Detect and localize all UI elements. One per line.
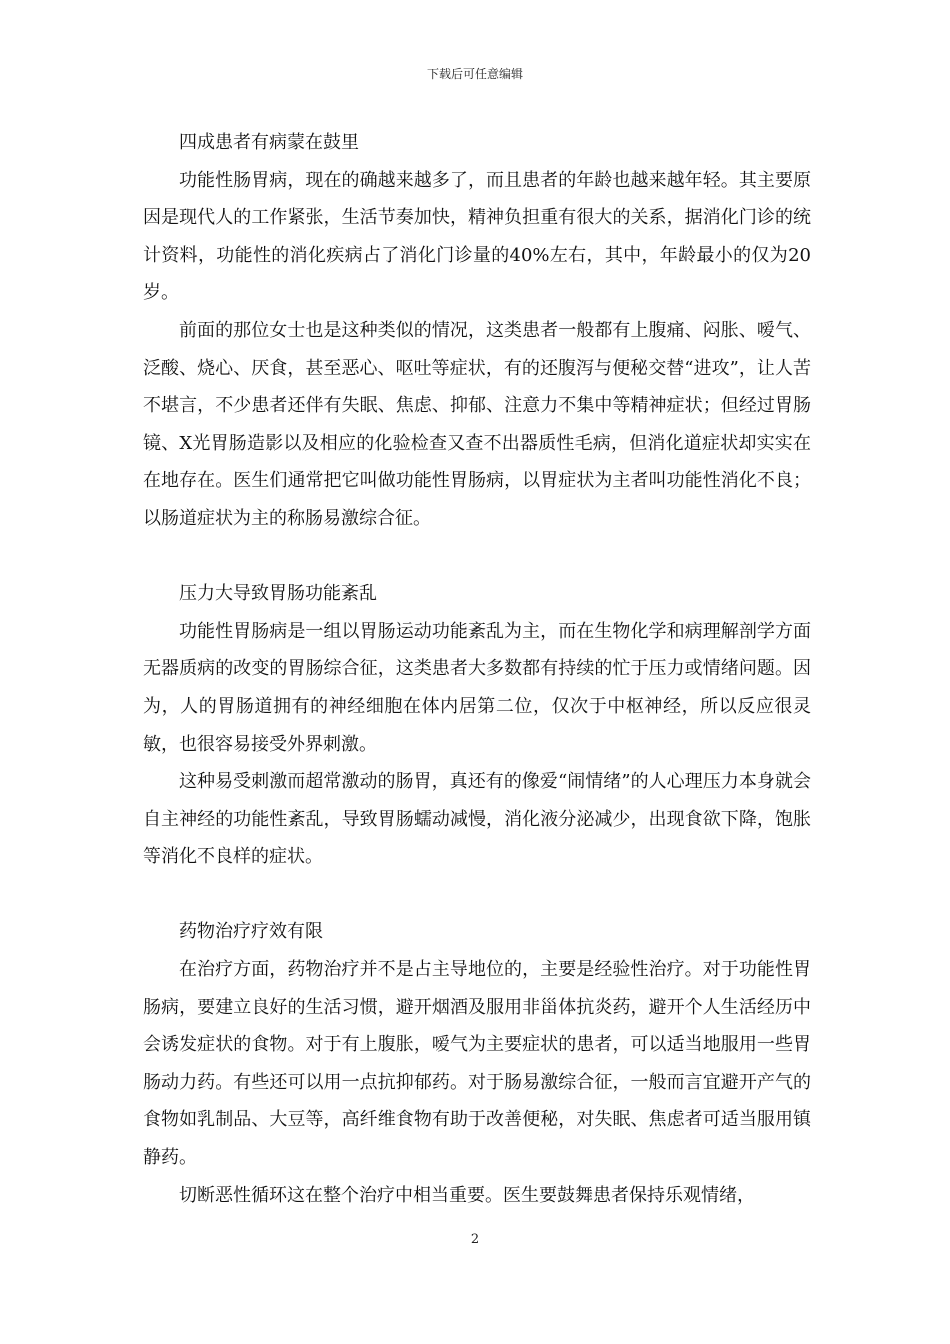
section-spacer (143, 876, 811, 914)
section-spacer (143, 538, 811, 576)
paragraph: 在治疗方面，药物治疗并不是占主导地位的，主要是经验性治疗。对于功能性胃肠病，要建立良好的生活习惯，避开烟酒及服用非甾体抗炎药，避开个人生活经历中会诱发症状的食物。对于有上腹胀，嗳气为主要症状的患者，可以适当地服用一些胃肠动力药。有些还可以用一点抗抑郁药。对于肠易激综合征，一般而言宜避开产气的食物如乳制品、大豆等，高纤维食物有助于改善便秘，对失眠、焦虑者可适当服用镇静药。 (143, 959, 811, 1169)
paragraph: 这种易受刺激而超常激动的肠胃，真还有的像爱“闹情绪”的人心理压力本身就会自主神经的功能性紊乱，导致胃肠蠕动减慢，消化液分泌减少，出现食欲下降，饱胀等消化不良样的症状。 (143, 771, 811, 868)
document-body (143, 124, 811, 1214)
paragraph: 功能性肠胃病，现在的确越来越多了，而且患者的年龄也越来越年轻。其主要原因是现代人的工作紧张，生活节奏加快，精神负担重有很大的关系，据消化门诊的统计资料，功能性的消化疾病占了消化门诊量的40%左右，其中，年龄最小的仅为20岁。 (143, 169, 811, 304)
page-header: 下载后可任意编辑 (426, 67, 523, 81)
page-number: 2 (470, 1232, 480, 1247)
section-title: 药物治疗疗效有限 (179, 921, 323, 943)
paragraph: 功能性胃肠病是一组以胃肠运动功能紊乱为主，而在生物化学和病理解剖学方面无器质病的改变的胃肠综合征，这类患者大多数都有持续的忙于压力或情绪问题。因为，人的胃肠道拥有的神经细胞在体内居第二位，仅次于中枢神经，所以反应很灵敏，也很容易接受外界刺激。 (143, 620, 811, 755)
section-title: 压力大导致胃肠功能紊乱 (179, 583, 377, 605)
paragraph: 前面的那位女士也是这种类似的情况，这类患者一般都有上腹痛、闷胀、嗳气、泛酸、烧心、厌食，甚至恶心、呕吐等症状，有的还腹泻与便秘交替“进攻”，让人苦不堪言，不少患者还伴有失眠、焦虑、抑郁、注意力不集中等精神症状；但经过胃肠镜、X光胃肠造影以及相应的化验检查又查不出器质性毛病，但消化道症状却实实在在地存在。医生们通常把它叫做功能性胃肠病，以胃症状为主者叫功能性消化不良；以肠道症状为主的称肠易激综合征。 (143, 319, 811, 529)
paragraph: 切断恶性循环这在整个治疗中相当重要。医生要鼓舞患者保持乐观情绪， (179, 1184, 755, 1206)
section-title: 四成患者有病蒙在鼓里 (179, 132, 359, 153)
